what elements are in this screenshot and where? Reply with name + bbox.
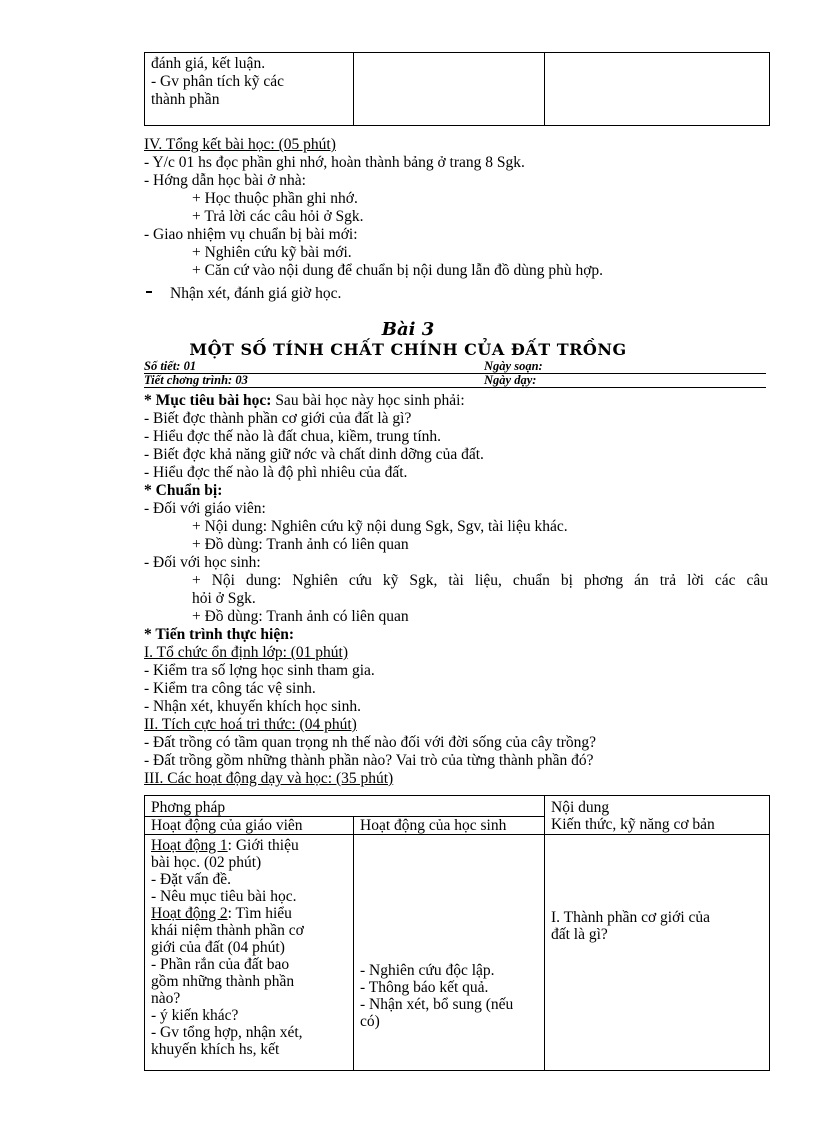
objective-item: - Biết đợc khả năng giữ nớc và chất dinh dỡng của đất. xyxy=(144,446,484,463)
ngay-day: Ngày dạy: xyxy=(484,373,537,387)
preparation-item: + Nội dung: Nghiên cứu kỹ Sgk, tài liệu, chuẩn bị phơng án trả lời các câu xyxy=(192,572,768,589)
lesson-number: Bài 3 xyxy=(381,319,435,340)
objective-item: - Hiểu đợc thế nào là độ phì nhiêu của đất. xyxy=(144,464,408,481)
sub-teacher: Hoạt động của giáo viên xyxy=(145,817,354,835)
activity-line: - Nêu mục tiêu bài học. xyxy=(151,888,297,905)
continuation-cell-student xyxy=(354,53,545,126)
section-1-heading: I. Tổ chức ổn định lớp: (01 phút) xyxy=(144,644,349,661)
student-line: có) xyxy=(360,1013,380,1030)
sub-student: Hoạt động của học sinh xyxy=(354,817,545,835)
activity-2-rest: : Tìm hiểu xyxy=(227,905,292,922)
section-3-heading: III. Các hoạt động dạy và học: (35 phút) xyxy=(144,770,394,787)
activity-line: giới của đất (04 phút) xyxy=(151,939,285,956)
header-method: Phơng pháp xyxy=(145,796,545,817)
student-line: - Thông báo kết quả. xyxy=(360,979,489,996)
summary-line: + Trả lời các câu hỏi ở Sgk. xyxy=(192,208,364,225)
preparation-item: hỏi ở Sgk. xyxy=(192,590,256,607)
preparation-teacher: - Đối với giáo viên: xyxy=(144,500,266,517)
activity-2-label: Hoạt động 2 xyxy=(151,905,228,922)
section-1-item: - Nhận xét, khuyến khích học sinh. xyxy=(144,698,361,715)
activity-1-rest: : Giới thiệu xyxy=(227,837,299,854)
student-line: - Nhận xét, bổ sung (nếu xyxy=(360,996,514,1013)
student-activity-cell xyxy=(354,835,545,1071)
ngay-soan: Ngày soạn: xyxy=(484,359,543,373)
continuation-table xyxy=(144,52,770,126)
text-line: - Gv phân tích kỹ các xyxy=(151,73,284,90)
summary-line: Nhận xét, đánh giá giờ học. xyxy=(170,285,342,302)
objectives-heading: * Mục tiêu bài học: xyxy=(144,392,272,409)
content-cell xyxy=(545,835,770,1071)
summary-heading: IV. Tổng kết bài học: (05 phút) xyxy=(144,136,336,153)
activities-table xyxy=(144,795,770,1071)
summary-line: + Học thuộc phần ghi nhớ. xyxy=(192,190,358,207)
content-line: I. Thành phần cơ giới của xyxy=(551,909,711,926)
summary-line: + Nghiên cứu kỹ bài mới. xyxy=(192,244,352,261)
text-line: thành phần xyxy=(151,91,220,108)
activity-line: - Gv tổng hợp, nhận xét, xyxy=(151,1024,303,1041)
objectives-heading-row xyxy=(144,392,465,410)
lesson-title: MỘT SỐ TÍNH CHẤT CHÍNH CỦA ĐẤT TRỒNG xyxy=(189,340,627,359)
summary-line: - Y/c 01 hs đọc phần ghi nhớ, hoàn thành bảng ở trang 8 Sgk. xyxy=(144,154,525,171)
summary-line: + Căn cứ vào nội dung để chuẩn bị nội dung lẫn đồ dùng phù hợp. xyxy=(192,262,604,279)
activity-line: khuyến khích hs, kết xyxy=(151,1041,280,1058)
teacher-activity-cell xyxy=(145,835,354,1071)
activity-line xyxy=(151,905,347,922)
summary-line: - Hớng dẫn học bài ở nhà: xyxy=(144,172,306,189)
section-1-item: - Kiểm tra số lợng học sinh tham gia. xyxy=(144,662,375,679)
section-1-item: - Kiểm tra công tác vệ sinh. xyxy=(144,680,316,697)
sub-content: Kiến thức, kỹ năng cơ bản xyxy=(551,816,715,833)
tiet-chuong-trinh: Tiết chơng trình: 03 xyxy=(144,373,248,387)
activity-line xyxy=(151,837,347,854)
objectives-intro: Sau bài học này học sinh phải: xyxy=(271,392,465,409)
activity-line: - ý kiến khác? xyxy=(151,1007,239,1024)
preparation-item: + Nội dung: Nghiên cứu kỹ nội dung Sgk, Sgv, tài liệu khác. xyxy=(192,518,568,535)
activity-line: khái niệm thành phần cơ xyxy=(151,922,304,939)
summary-line: - Giao nhiệm vụ chuẩn bị bài mới: xyxy=(144,226,358,243)
dash-bullet xyxy=(146,291,152,293)
activity-line: - Phần rắn của đất bao xyxy=(151,956,290,973)
activity-line: bài học. (02 phút) xyxy=(151,854,262,871)
activity-line: - Đặt vấn đề. xyxy=(151,871,232,888)
activity-line: gồm những thành phần xyxy=(151,973,295,990)
header-content: Nội dung xyxy=(551,799,610,816)
activity-1-label: Hoạt động 1 xyxy=(151,837,228,854)
continuation-cell-teacher xyxy=(145,53,354,126)
section-2-heading: II. Tích cực hoá tri thức: (04 phút) xyxy=(144,716,357,733)
preparation-item: + Đồ dùng: Tranh ảnh có liên quan xyxy=(192,608,409,625)
preparation-heading: * Chuẩn bị: xyxy=(144,482,223,499)
header-rule xyxy=(144,387,766,388)
so-tiet: Số tiết: 01 xyxy=(144,359,197,373)
activity-line: nào? xyxy=(151,990,181,1007)
preparation-student: - Đối với học sinh: xyxy=(144,554,261,571)
section-2-item: - Đất trồng có tầm quan trọng nh thế nào đối với đời sống của cây trồng? xyxy=(144,734,597,751)
objective-item: - Hiểu đợc thế nào là đất chua, kiềm, trung tính. xyxy=(144,428,442,445)
student-line: - Nghiên cứu độc lập. xyxy=(360,962,495,979)
content-line: đất là gì? xyxy=(551,926,608,943)
process-heading: * Tiến trình thực hiện: xyxy=(144,626,294,643)
section-2-item: - Đất trồng gồm những thành phần nào? Vai trò của từng thành phần đó? xyxy=(144,752,594,769)
header-content-cell xyxy=(545,796,770,835)
text-line: đánh giá, kết luận. xyxy=(151,55,266,72)
objective-item: - Biết đợc thành phần cơ giới của đất là gì? xyxy=(144,410,412,427)
continuation-cell-content xyxy=(545,53,770,126)
preparation-item: + Đồ dùng: Tranh ảnh có liên quan xyxy=(192,536,409,553)
